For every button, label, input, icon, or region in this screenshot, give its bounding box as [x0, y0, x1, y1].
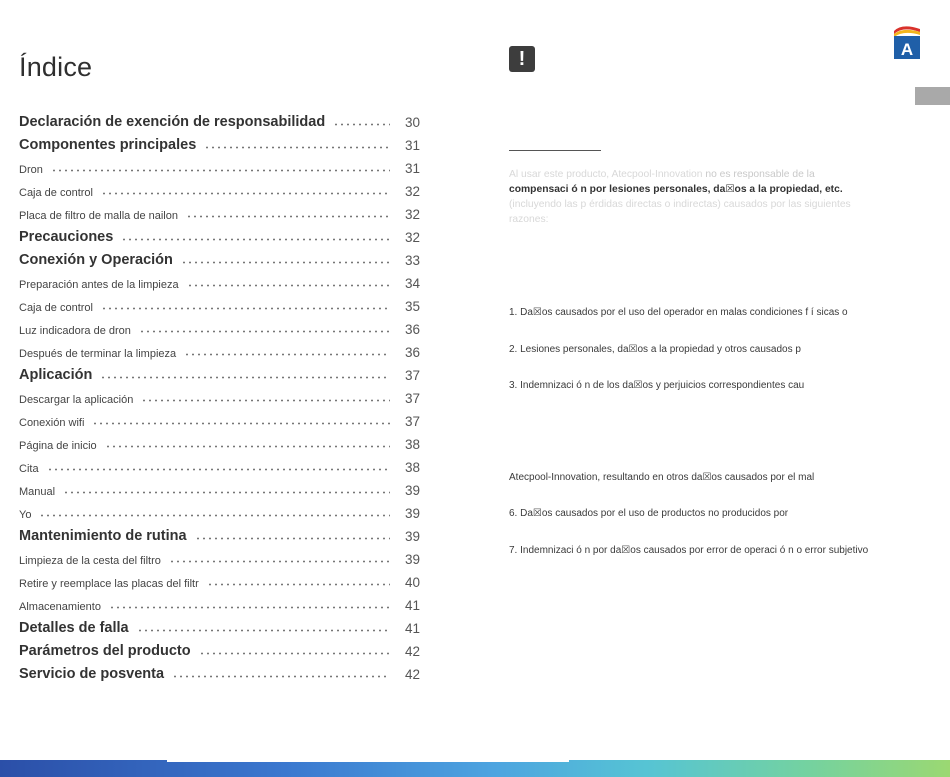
disclaimer-item-6: 6. Da☒os causados por el uso de productos no producidos por — [509, 508, 789, 519]
toc-page-number: 39 — [404, 483, 420, 498]
toc-page-number: 41 — [404, 621, 420, 636]
toc-label: Almacenamiento — [19, 601, 101, 613]
intro-line3: (incluyendo las p érdidas directas o indirectas) causados por las siguientes — [509, 199, 851, 210]
toc-label: Detalles de falla — [19, 620, 129, 636]
intro-line4: razones: — [509, 214, 549, 225]
disclaimer-item-7: 7. Indemnizaci ó n por da☒os causados por error de operaci ó n o error subjetivo — [509, 545, 869, 556]
toc-leader-dots — [186, 215, 390, 218]
toc-leader-dots — [101, 307, 390, 310]
toc-leader-dots — [139, 330, 390, 333]
intro-rest: os a la propiedad, etc. — [734, 184, 843, 195]
footer-gradient-bar — [0, 760, 950, 777]
toc-row — [19, 314, 420, 337]
toc-page-number: 37 — [404, 368, 420, 383]
toc-label: Caja de control — [19, 302, 93, 314]
toc-row — [19, 613, 420, 636]
toc-label: Dron — [19, 164, 43, 176]
toc-leader-dots — [121, 238, 390, 241]
toc-leader-dots — [105, 445, 390, 448]
toc-page-number: 39 — [404, 506, 420, 521]
toc-row — [19, 406, 420, 429]
toc-leader-dots — [187, 284, 390, 287]
toc-label: Limpieza de la cesta del filtro — [19, 555, 161, 567]
toc-label: Manual — [19, 486, 56, 498]
toc-leader-dots — [100, 376, 390, 379]
toc-leader-dots — [172, 675, 390, 678]
intro-prefix: Al usar este producto, Atecpool-Innovation — [509, 169, 706, 180]
toc-leader-dots — [195, 537, 390, 540]
toc-page-number: 39 — [404, 552, 420, 567]
toc-page-number: 36 — [404, 322, 420, 337]
toc-row — [19, 245, 420, 268]
toc-row — [19, 222, 420, 245]
toc-leader-dots — [47, 468, 390, 471]
toc-leader-dots — [141, 399, 390, 402]
toc-row — [19, 383, 420, 406]
toc-label: Yo — [19, 509, 32, 521]
toc-label: Página de inicio — [19, 440, 97, 452]
toc-row — [19, 567, 420, 590]
toc-row — [19, 199, 420, 222]
brand-logo-icon — [893, 24, 921, 60]
toc-page-number: 37 — [404, 414, 420, 429]
toc-label: Descargar la aplicación — [19, 394, 134, 406]
toc-page-number: 36 — [404, 345, 420, 360]
toc-page-number: 38 — [404, 460, 420, 475]
toc-label: Después de terminar la limpieza — [19, 348, 177, 360]
toc-label: Aplicación — [19, 367, 93, 383]
toc-label: Caja de control — [19, 187, 93, 199]
toc-label: Luz indicadora de dron — [19, 325, 131, 337]
toc-row — [19, 521, 420, 544]
toc-row — [19, 268, 420, 291]
toc-page-number: 32 — [404, 207, 420, 222]
toc-label: Cita — [19, 463, 39, 475]
toc-leader-dots — [169, 560, 390, 563]
page-tab — [915, 87, 950, 105]
toc-row — [19, 475, 420, 498]
section-divider — [509, 150, 601, 151]
index-title: Índice — [19, 52, 93, 82]
table-of-contents — [19, 107, 420, 682]
toc-leader-dots — [181, 261, 390, 264]
toc-row — [19, 291, 420, 314]
toc-leader-dots — [101, 192, 390, 195]
toc-label: Servicio de posventa — [19, 666, 165, 682]
toc-leader-dots — [63, 491, 390, 494]
toc-page-number: 30 — [404, 115, 420, 130]
toc-label: Declaración de exención de responsabilidad — [19, 114, 326, 130]
toc-page-number: 39 — [404, 529, 420, 544]
toc-label: Placa de filtro de malla de nailon — [19, 210, 178, 222]
exclamation-icon: ! — [509, 46, 535, 72]
toc-label: Precauciones — [19, 229, 114, 245]
toc-page-number: 42 — [404, 667, 420, 682]
toc-leader-dots — [51, 169, 390, 172]
toc-page-number: 33 — [404, 253, 420, 268]
disclaimer-item-2: 2. Lesiones personales, da☒os a la propiedad y otros causados p — [509, 344, 801, 355]
toc-page-number: 38 — [404, 437, 420, 452]
disclaimer-item-1: 1. Da☒os causados por el uso del operador en malas condiciones f í sicas o — [509, 307, 848, 318]
toc-leader-dots — [137, 629, 390, 632]
toc-row — [19, 659, 420, 682]
toc-page-number: 31 — [404, 161, 420, 176]
toc-page-number: 35 — [404, 299, 420, 314]
toc-label: Mantenimiento de rutina — [19, 528, 187, 544]
toc-page-number: 32 — [404, 184, 420, 199]
toc-page-number: 40 — [404, 575, 420, 590]
logo-letter: A — [900, 40, 914, 59]
toc-page-number: 42 — [404, 644, 420, 659]
toc-row — [19, 590, 420, 613]
intro-faded: no es responsable de la — [705, 169, 815, 180]
toc-page-number: 34 — [404, 276, 420, 291]
toc-row — [19, 337, 420, 360]
toc-leader-dots — [333, 123, 390, 126]
toc-row — [19, 107, 420, 130]
toc-row — [19, 636, 420, 659]
toc-page-number: 31 — [404, 138, 420, 153]
toc-label: Componentes principales — [19, 137, 197, 153]
toc-row — [19, 176, 420, 199]
toc-row — [19, 498, 420, 521]
toc-page-number: 37 — [404, 391, 420, 406]
intro-bold: compensaci ó n por lesiones personales, da — [509, 184, 726, 195]
toc-leader-dots — [184, 353, 390, 356]
toc-label: Retire y reemplace las placas del filtr — [19, 578, 199, 590]
toc-page-number: 41 — [404, 598, 420, 613]
toc-label: Parámetros del producto — [19, 643, 191, 659]
toc-row — [19, 130, 420, 153]
toc-leader-dots — [39, 514, 390, 517]
disclaimer-item-5: Atecpool-Innovation, resultando en otros da☒os causados por el mal — [509, 472, 815, 483]
toc-leader-dots — [109, 606, 390, 609]
disclaimer-item-3: 3. Indemnizaci ó n de los da☒os y perjuicios correspondientes cau — [509, 380, 805, 391]
toc-leader-dots — [204, 146, 390, 149]
toc-row — [19, 544, 420, 567]
toc-leader-dots — [207, 583, 390, 586]
toc-row — [19, 429, 420, 452]
toc-row — [19, 360, 420, 383]
disclaimer-intro: Al usar este producto, Atecpool-Innovation no es responsable de la compensaci ó n por lesiones personales, da☒os a la propiedad, etc. (incluyendo las p érdidas directas o indirectas) causados por las siguientes razones: — [509, 169, 851, 225]
toc-row — [19, 452, 420, 475]
toc-label: Conexión wifi — [19, 417, 85, 429]
toc-label: Preparación antes de la limpieza — [19, 279, 179, 291]
toc-page-number: 32 — [404, 230, 420, 245]
toc-leader-dots — [92, 422, 390, 425]
toc-row — [19, 153, 420, 176]
toc-label: Conexión y Operación — [19, 252, 173, 268]
toc-leader-dots — [199, 652, 390, 655]
